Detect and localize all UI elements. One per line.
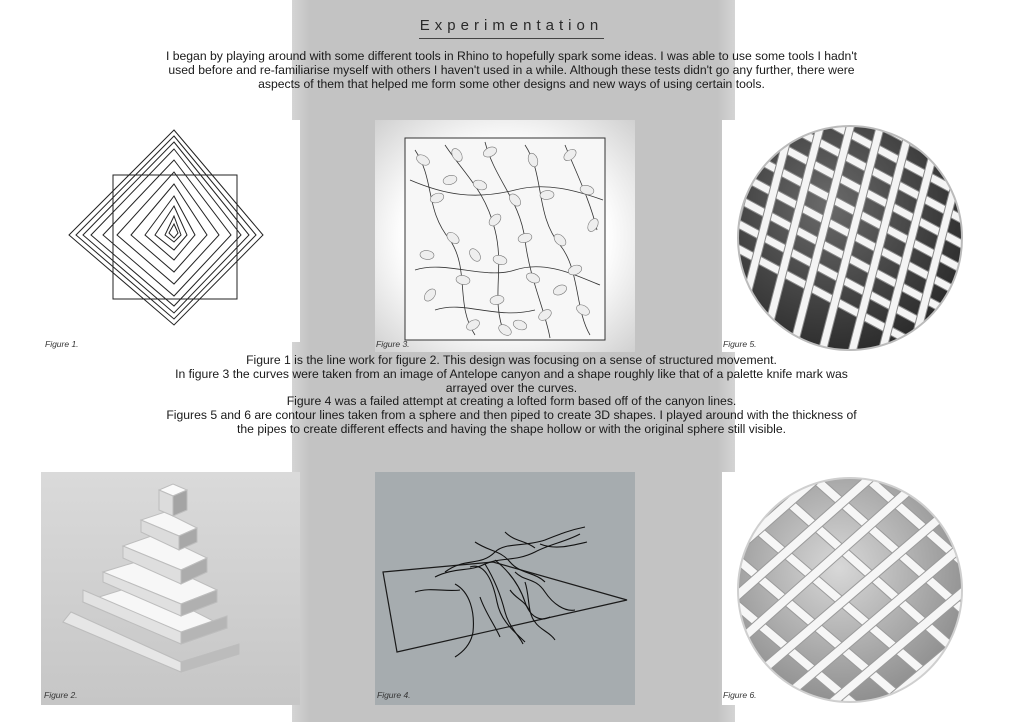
title-underline: [419, 38, 604, 39]
figure-1-image: [41, 120, 300, 342]
description-line-3: Figure 4 was a failed attempt at creating a lofted form based off of the canyon lines.: [286, 394, 737, 409]
description-line-2: In figure 3 the curves were taken from an image of Antelope canyon and a shape roughly like that of a palette knife mark was arrayed over the curves.: [175, 366, 848, 395]
figure-2-image: [41, 472, 300, 705]
figure-4-caption: Figure 4.: [377, 690, 411, 700]
intro-paragraph: [160, 50, 863, 91]
figure-5-caption: Figure 5.: [723, 339, 757, 349]
description-block: [160, 354, 863, 437]
figure-1-caption: Figure 1.: [45, 339, 79, 349]
figure-6-image: [722, 472, 982, 705]
figure-5-image: [722, 120, 982, 352]
figure-6-caption: Figure 6.: [723, 690, 757, 700]
description-line-1: Figure 1 is the line work for figure 2. This design was focusing on a sense of structured movement.: [246, 353, 777, 367]
page-title: Experimentation: [419, 17, 604, 34]
figure-3-caption: Figure 3.: [376, 339, 410, 349]
intro-text: I began by playing around with some different tools in Rhino to hopefully spark some ideas. I was able to use some tools I hadn't used before and re-familiarise myself with others I haven't used in a while. Although these tests didn't go any further, there were aspects of them that helped me form some other designs and new ways of using certain tools.: [165, 49, 858, 91]
description-line-4: Figures 5 and 6 are contour lines taken from a sphere and then piped to create 3D shapes. I played around with the thickness of the pipes to create different effects and having the shape hollow or with the original sphere still visible.: [166, 408, 857, 436]
figure-3-image: [375, 120, 635, 352]
figure-2-caption: Figure 2.: [44, 690, 78, 700]
figure-4-image: [375, 472, 635, 705]
